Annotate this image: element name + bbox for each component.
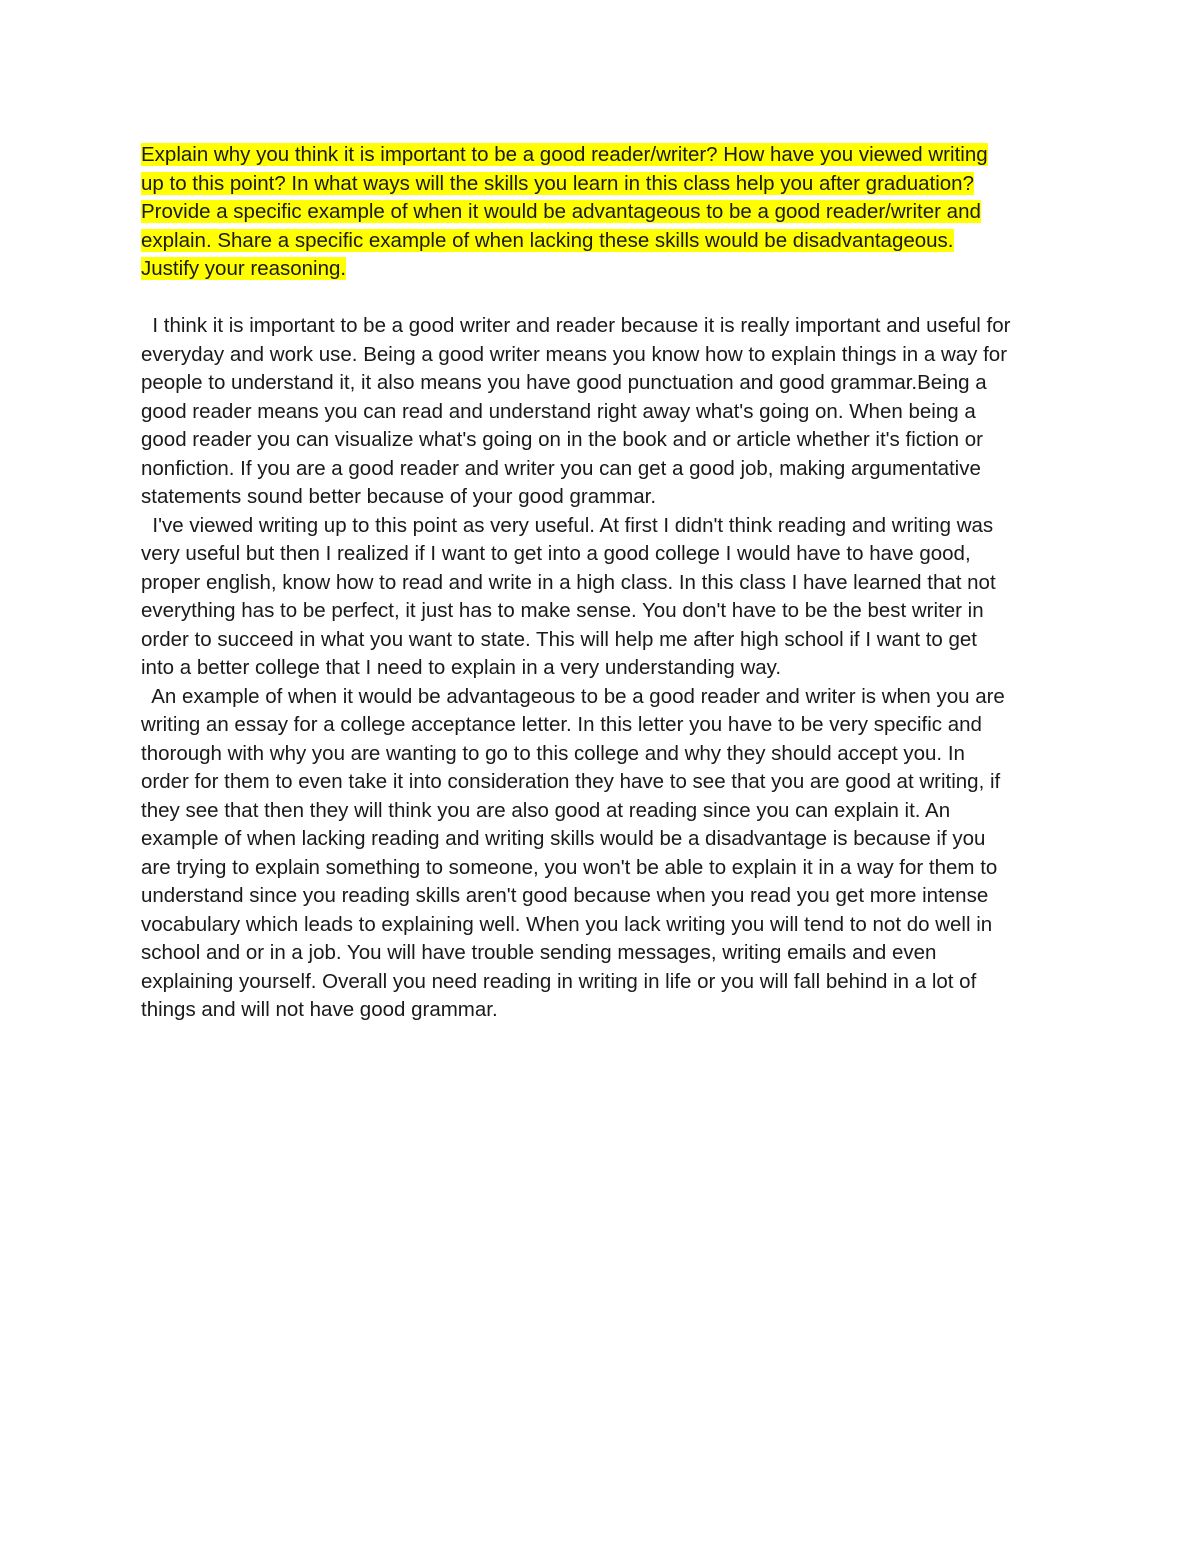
- essay-line: everything has to be perfect, it just has to make sense. You don't have to be the best writer in: [141, 599, 984, 622]
- prompt-line: [141, 141, 1071, 170]
- essay-line: I think it is important to be a good writer and reader because it is really important and useful for: [141, 314, 1011, 337]
- essay-line: good reader means you can read and understand right away what's going on. When being a: [141, 399, 976, 423]
- essay-response: [141, 312, 1071, 1025]
- prompt-line: [141, 255, 1071, 284]
- essay-line: I've viewed writing up to this point as very useful. At first I didn't think reading and writing was: [141, 513, 994, 537]
- highlighted-text: Provide a specific example of when it would be advantageous to be a good reader/writer and: [141, 200, 981, 223]
- highlighted-text: up to this point? In what ways will the skills you learn in this class help you after graduation?: [141, 171, 974, 195]
- essay-line: order for them to even take it into consideration they have to see that you are good at writing, if: [141, 770, 1001, 793]
- essay-line: vocabulary which leads to explaining well. When you lack writing you will tend to not do well in: [141, 912, 993, 936]
- essay-line: things and will not have good grammar.: [141, 998, 498, 1021]
- essay-line: good reader you can visualize what's going on in the book and or article whether it's fiction or: [141, 428, 983, 451]
- essay-line: understand since you reading skills aren't good because when you read you get more intense: [141, 884, 989, 907]
- essay-line: thorough with why you are wanting to go to this college and why they should accept you. In: [141, 741, 965, 765]
- essay-line: nonfiction. If you are a good reader and writer you can get a good job, making argumentative: [141, 456, 981, 480]
- highlighted-prompt: [141, 141, 1071, 284]
- essay-line: into a better college that I need to explain in a very understanding way.: [141, 656, 782, 679]
- essay-line: example of when lacking reading and writing skills would be a disadvantage is because if you: [141, 827, 986, 850]
- document-body: [141, 141, 1071, 1025]
- essay-line: explaining yourself. Overall you need reading in writing in life or you will fall behind in a lot of: [141, 969, 977, 993]
- highlighted-text: Explain why you think it is important to be a good reader/writer? How have you viewed writing: [141, 143, 988, 166]
- essay-line: school and or in a job. You will have trouble sending messages, writing emails and even: [141, 941, 937, 964]
- essay-line: are trying to explain something to someone, you won't be able to explain it in a way for them to: [141, 855, 998, 879]
- essay-line: writing an essay for a college acceptance letter. In this letter you have to be very specific and: [141, 713, 982, 736]
- essay-line: very useful but then I realized if I want to get into a good college I would have to have good,: [141, 542, 971, 565]
- prompt-line: [141, 227, 1071, 256]
- essay-line: statements sound better because of your good grammar.: [141, 485, 657, 508]
- paragraph-gap: [141, 284, 1071, 313]
- essay-line: An example of when it would be advantageous to be a good reader and writer is when you are: [141, 684, 1005, 708]
- highlighted-text: explain. Share a specific example of when lacking these skills would be disadvantageous.: [141, 228, 954, 252]
- essay-line: order to succeed in what you want to state. This will help me after high school if I want to get: [141, 627, 978, 651]
- essay-line: everyday and work use. Being a good writer means you know how to explain things in a way for: [141, 342, 1008, 366]
- essay-line: people to understand it, it also means you have good punctuation and good grammar.Being a: [141, 371, 987, 394]
- essay-line: proper english, know how to read and write in a high class. In this class I have learned that not: [141, 570, 996, 594]
- highlighted-text: Justify your reasoning.: [141, 257, 347, 280]
- prompt-line: [141, 198, 1071, 227]
- essay-line: they see that then they will think you are also good at reading since you can explain it. An: [141, 798, 951, 822]
- prompt-line: [141, 170, 1071, 199]
